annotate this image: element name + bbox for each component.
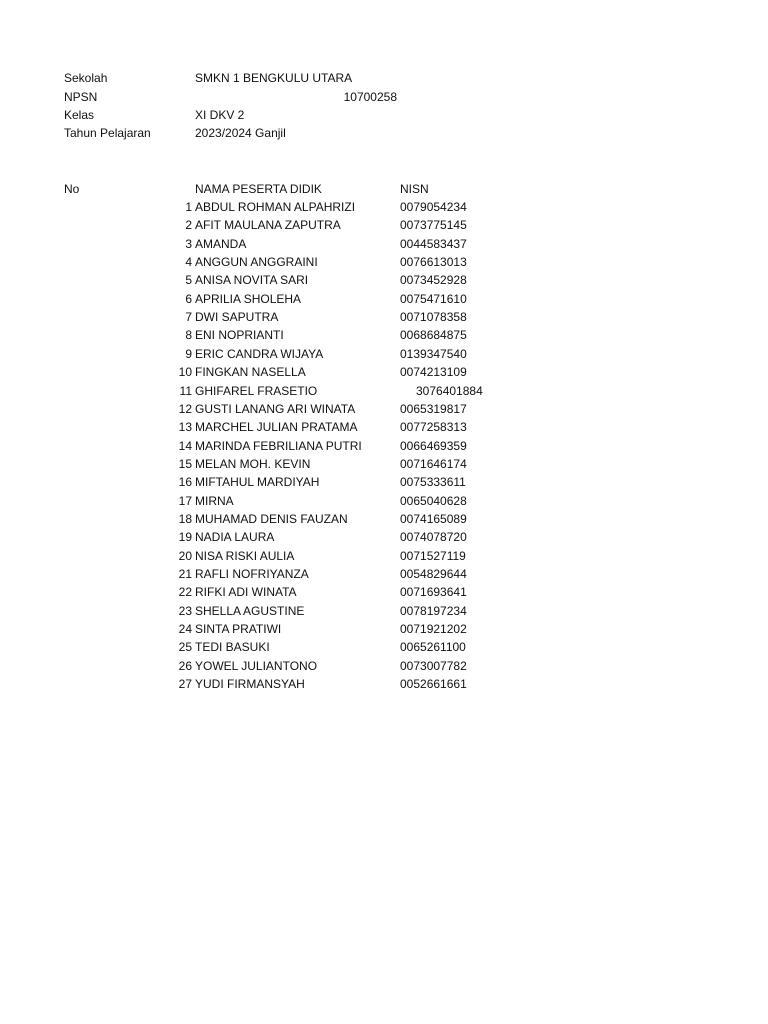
student-nisn: 0074213109 (400, 365, 467, 380)
student-nisn: 0076613013 (400, 255, 467, 270)
row-number: 4 (185, 255, 192, 270)
student-name: DWI SAPUTRA (195, 310, 279, 325)
table-row (0, 326, 768, 344)
student-name: TEDI BASUKI (195, 640, 270, 655)
row-number: 15 (178, 456, 192, 471)
student-name: YOWEL JULIANTONO (195, 658, 318, 673)
table-row (0, 400, 768, 418)
row-number: 27 (178, 677, 192, 692)
student-nisn: 0054829644 (400, 567, 467, 581)
student-name: ANGGUN ANGGRAINI (195, 255, 318, 270)
row-number: 6 (185, 291, 192, 306)
table-row (0, 675, 768, 693)
row-number: 8 (185, 328, 192, 343)
table-row (0, 638, 768, 656)
student-name: MARCHEL JULIAN PRATAMA (195, 420, 358, 435)
table-row (0, 510, 768, 528)
table-row (0, 345, 768, 363)
student-nisn: 0075333611 (400, 475, 466, 490)
student-name: GHIFAREL FRASETIO (195, 383, 318, 398)
row-number: 16 (178, 475, 192, 490)
student-name: AMANDA (195, 236, 247, 251)
row-number: 1 (185, 200, 192, 214)
row-number: 2 (185, 218, 192, 233)
student-nisn: 0071527119 (400, 548, 466, 563)
table-row (0, 308, 768, 326)
row-number: 21 (178, 567, 192, 581)
table-row (0, 437, 768, 455)
row-number: 3 (185, 236, 192, 251)
table-row (0, 565, 768, 583)
student-name: MUHAMAD DENIS FAUZAN (195, 511, 348, 526)
row-number: 11 (179, 383, 192, 398)
row-number: 24 (178, 622, 192, 637)
student-name: MIRNA (195, 493, 234, 508)
row-number: 20 (178, 548, 192, 563)
table-row (0, 455, 768, 473)
sekolah-label: Sekolah (64, 71, 108, 85)
table-row (0, 290, 768, 308)
npsn-value: 10700258 (343, 90, 397, 104)
table-row (0, 198, 768, 216)
student-name: SINTA PRATIWI (195, 622, 282, 637)
student-name: ENI NOPRIANTI (195, 328, 284, 343)
student-nisn: 0068684875 (400, 328, 467, 343)
student-nisn: 0139347540 (400, 346, 467, 361)
row-number: 17 (178, 493, 192, 508)
table-row (0, 418, 768, 436)
row-number: 18 (178, 511, 192, 526)
student-name: NISA RISKI AULIA (195, 548, 295, 563)
student-name: ABDUL ROHMAN ALPAHRIZI (195, 200, 356, 214)
student-name: NADIA LAURA (195, 530, 275, 545)
row-number: 10 (178, 365, 192, 380)
row-number: 26 (178, 658, 192, 673)
kelas-label: Kelas (64, 108, 95, 122)
student-nisn: 0065319817 (400, 401, 467, 416)
table-row (0, 363, 768, 381)
student-name: YUDI FIRMANSYAH (195, 677, 305, 692)
table-row (0, 583, 768, 601)
table-row (0, 253, 768, 271)
column-header-name: NAMA PESERTA DIDIK (195, 182, 322, 196)
student-name: MELAN MOH. KEVIN (195, 456, 311, 471)
table-row (0, 271, 768, 289)
table-row (0, 620, 768, 638)
table-row (0, 473, 768, 491)
table-row (0, 382, 768, 400)
student-nisn: 0078197234 (400, 603, 467, 618)
table-row (0, 528, 768, 546)
student-name: ANISA NOVITA SARI (195, 273, 309, 288)
row-number: 7 (185, 310, 192, 325)
row-number: 22 (178, 585, 192, 600)
student-nisn: 0073775145 (400, 218, 467, 233)
student-nisn: 0065040628 (400, 493, 467, 508)
tahun-pelajaran-label: Tahun Pelajaran (64, 126, 151, 140)
table-row (0, 492, 768, 510)
student-nisn: 0077258313 (400, 420, 467, 435)
student-nisn: 0052661661 (400, 677, 467, 692)
tahun-pelajaran-value: 2023/2024 Ganjil (195, 126, 286, 140)
student-nisn: 0071646174 (400, 456, 467, 471)
student-name: GUSTI LANANG ARI WINATA (195, 401, 356, 416)
table-row (0, 216, 768, 234)
student-name: MIFTAHUL MARDIYAH (195, 475, 320, 490)
row-number: 13 (178, 420, 192, 435)
row-number: 12 (178, 401, 192, 416)
student-nisn: 0044583437 (400, 236, 467, 251)
student-name: RIFKI ADI WINATA (195, 585, 297, 600)
student-nisn: 0071078358 (400, 310, 467, 325)
student-name: ERIC CANDRA WIJAYA (195, 346, 324, 361)
student-name: SHELLA AGUSTINE (195, 603, 305, 618)
row-number: 19 (178, 530, 192, 545)
student-nisn: 0071693641 (400, 585, 467, 600)
table-row (0, 547, 768, 565)
student-nisn: 0073007782 (400, 658, 467, 673)
student-name: AFIT MAULANA ZAPUTRA (195, 218, 341, 233)
student-nisn: 0079054234 (400, 200, 467, 214)
row-number: 25 (178, 640, 192, 655)
kelas-value: XI DKV 2 (195, 108, 245, 122)
student-nisn: 0071921202 (400, 622, 467, 637)
column-header-no: No (64, 182, 80, 196)
table-row (0, 657, 768, 675)
table-row (0, 235, 768, 253)
student-nisn: 0065261100 (400, 640, 466, 655)
column-header-nisn: NISN (400, 182, 429, 196)
row-number: 9 (185, 346, 192, 361)
student-nisn: 0074078720 (400, 530, 467, 545)
student-name: APRILIA SHOLEHA (195, 291, 302, 306)
npsn-label: NPSN (64, 90, 98, 104)
student-name: MARINDA FEBRILIANA PUTRI (195, 438, 362, 453)
sekolah-value: SMKN 1 BENGKULU UTARA (195, 71, 353, 85)
table-row (0, 602, 768, 620)
student-nisn: 0074165089 (400, 511, 467, 526)
row-number: 23 (178, 603, 192, 618)
row-number: 5 (185, 273, 192, 288)
student-name: FINGKAN NASELLA (195, 365, 306, 380)
student-nisn: 0075471610 (400, 291, 467, 306)
student-name: RAFLI NOFRIYANZA (195, 567, 309, 581)
row-number: 14 (178, 438, 192, 453)
student-nisn: 3076401884 (416, 383, 483, 398)
student-nisn: 0073452928 (400, 273, 467, 288)
student-nisn: 0066469359 (400, 438, 467, 453)
